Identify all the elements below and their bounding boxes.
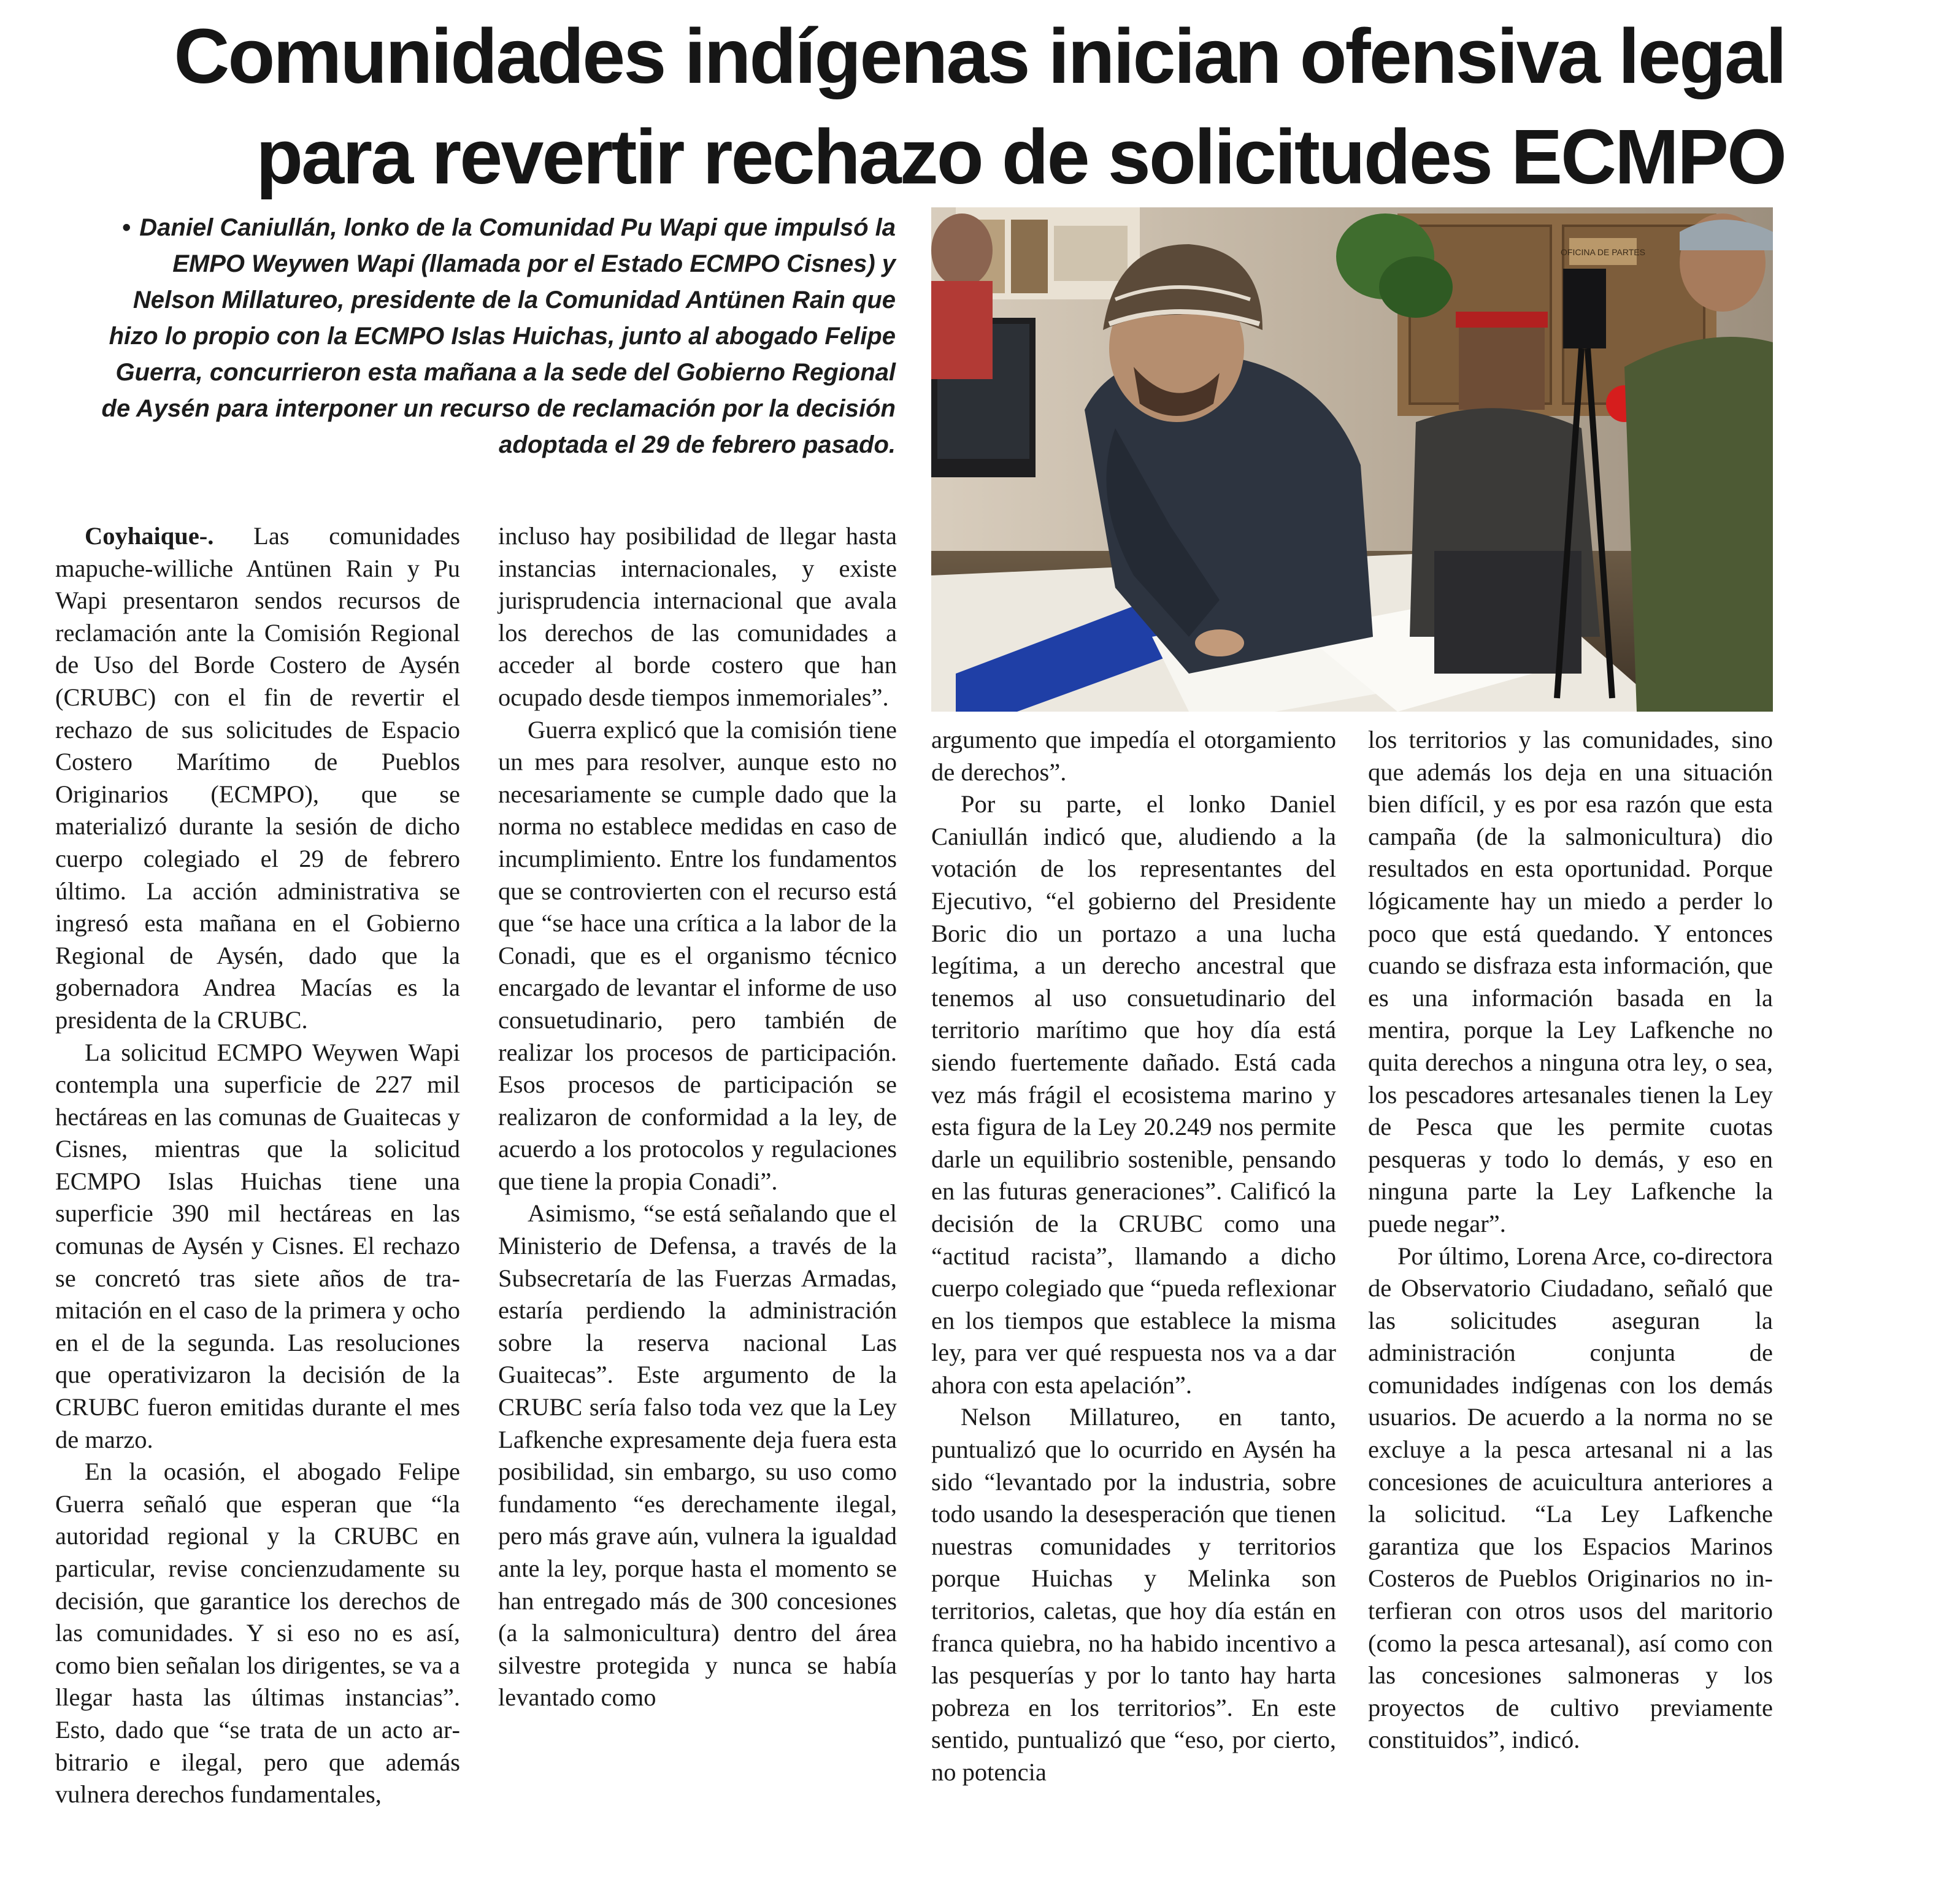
paragraph xyxy=(55,520,460,1037)
paragraph: Por último, Lorena Arce, co-directora de Observatorio Ciudadano, señaló que las solicitudes aseguran la administración conjunta de comunidades indígenas con los demás usuarios. De acuerdo a la norma no se excluye a la pesca artesanal ni a las concesiones de acuicultura anteriores a la solicitud. “La Ley Lafkenche garantiza que los Espacios Marinos Costeros de Pueblos Originarios no interfieran con otros usos del maritorio (como la pesca artesanal), así como con las concesiones salmoneras y los proyectos de cultivo previamente constituidos”, indicó. xyxy=(1368,1242,1773,1754)
lead-text: Daniel Caniullán, lonko de la Comunidad Pu Wapi que impulsó la EMPO Weywen Wapi (llamada por el Estado ECMPO Cisnes) y Nelson Millatureo, presidente de la Comunidad Antünen Rain que hizo lo propio con la ECMPO Islas Huichas, junto al abogado Felipe Guerra, concurrieron esta mañana a la sede del Gobierno Regional de Aysén para interponer un recurso de reclamación por la decisión adoptada el 29 de febrero pasado. xyxy=(101,214,896,458)
paragraph: Asimismo, “se está señalando que el Ministerio de Defensa, a través de la Subsecretaría de las Fuerzas Armadas, estaría perdiendo la administración sobre la reserva nacional Las Guaitecas”. Este argumento de la CRUBC sería falso toda vez que la Ley Lafkenche expresamente deja fuera esta posibilidad, sin embargo, su uso como fundamento “es derechamente ilegal, pero más grave aún, vulnera la igualdad ante la ley, porque hasta el momento se han entregado más de 300 concesiones (a la salmonicultura) dentro del área silvestre protegida y nunca se había levantado como xyxy=(498,1199,897,1712)
dateline: Coyhaique-. xyxy=(85,522,214,550)
headline-line-1: Comunidades indígenas inician ofensiva legal xyxy=(174,13,1785,99)
paragraph: Por su parte, el lonko Daniel Caniullán indicó que, aludiendo a la votación de los representantes del Ejecutivo, “el gobierno del Presidente Boric dio un portazo a una lucha legítima, a un derecho ancestral que tenemos al uso consuetudinario del territorio marítimo que hoy día está siendo fuertemente dañado. Está cada vez más frágil el ecosistema marino y esta figura de la Ley 20.249 nos permite darle un equilibrio sostenible, pensando en las futuras generaciones”. Calificó la decisión de la CRUBC como una “actitud racista”, llamando a dicho cuerpo colegiado que “pueda reflexionar en los tiempos que establece la misma ley, para ver qué respuesta nos va a dar ahora con esta apelación”. xyxy=(931,790,1336,1399)
article-column-2 xyxy=(498,520,897,1714)
office-sign-text: OFICINA DE PARTES xyxy=(1561,247,1645,257)
paragraph: Nelson Millatureo, en tanto, puntualizó que lo ocurrido en Aysén ha sido “levantado por la industria, sobre todo usando la desesperación que tienen nuestras comunidades y territorios porque Huichas y Melinka son territorios, caletas, que hoy día están en franca quiebra, no ha habido incentivo a las pesquerías y por lo tanto hay harta pobreza en los territorios”. En este sentido, puntualizó que “eso, por cierto, no potencia xyxy=(931,1403,1336,1786)
paragraph: La solicitud ECMPO Weywen Wapi contempla una superficie de 227 mil hectáreas en las comunas de Guaitecas y Cisnes, mientras que la solicitud ECMPO Islas Huichas tiene una superficie 390 mil hectáreas en las comunas de Aysén y Cisnes. El rechazo se concretó tras siete años de tramitación en el caso de la primera y ocho en el de la segunda. Las resoluciones que operativizaron la decisión de la CRUBC fueron emitidas durante el mes de marzo. xyxy=(55,1038,460,1453)
article-photo xyxy=(931,207,1773,712)
paragraph: argumento que impedía el otorgamiento de derechos”. xyxy=(931,726,1336,786)
paragraph: los territorios y las comunidades, sino que además los deja en una situación bien difícil, y es por esa razón que esta campaña (de la salmonicultura) dio resultados en esta oportunidad. Porque lógicamente hay un miedo a perder lo poco que está quedando. Y entonces cuando se disfraza esta información, que es una información basada en la mentira, porque la Ley Lafkenche no quita derechos a ninguna otra ley, o sea, los pescadores artesanales tienen la Ley de Pesca que les permite cuotas pesqueras y todo lo demás, y eso en ninguna parte la Ley Lafkenche la puede negar”. xyxy=(1368,726,1773,1237)
paragraph-text: Las comunidades mapuche-williche Antünen Rain y Pu Wapi presentaron sendos recursos de reclamación ante la Comisión Regional de Uso del Borde Costero de Aysén (CRUBC) con el fin de revertir el rechazo de sus solicitudes de Espacio Costero Marítimo de Pueblos Originarios (ECMPO), que se materializó durante la sesión de dicho cuerpo colegiado el 29 de febrero último. La acción administrativa se ingresó esta mañana en el Gobierno Regional de Aysén, dado que la gobernadora Andrea Macías es la presidenta de la CRUBC. xyxy=(55,522,460,1034)
lead-bullet-icon: • xyxy=(122,214,131,241)
paragraph: incluso hay posibilidad de llegar hasta instancias internacionales, y existe jurisprudencia internacional que avala los derechos de las comunidades a acceder al borde costero que han ocupado desde tiempos inmemoriales”. xyxy=(498,522,897,711)
lead-summary xyxy=(92,210,896,463)
paragraph: Guerra explicó que la comisión tiene un mes para resolver, aunque esto no necesariamente se cumple dado que la norma no establece medidas en caso de incumplimiento. Entre los fundamentos que se controvierten con el recurso está que “se hace una crítica a la labor de la Conadi, que es el organismo técnico encargado de levantar el informe de uso consuetudinario, pero también de realizar los procesos de participación. Esos procesos de participación se realizaron de conformidad a la ley, de acuerdo a los protocolos y regulaciones que tiene la propia Conadi”. xyxy=(498,715,897,1195)
article-column-3 xyxy=(931,724,1336,1789)
headline xyxy=(92,6,1785,207)
headline-line-2: para revertir rechazo de solicitudes ECMPO xyxy=(256,113,1785,200)
paragraph: En la ocasión, el abogado Felipe Guerra señaló que esperan que “la autoridad regional y la CRUBC en particular, revise concienzudamente su decisión, que garantice los derechos de las comunidades. Y si eso no es así, como bien señalan los dirigentes, se va a llegar hasta las últimas instancias”. Esto, dado que “se trata de un acto arbitrario e ilegal, pero que además vulnera derechos fundamentales, xyxy=(55,1458,460,1809)
article-column-1 xyxy=(55,520,460,1811)
article-column-4 xyxy=(1368,724,1773,1756)
